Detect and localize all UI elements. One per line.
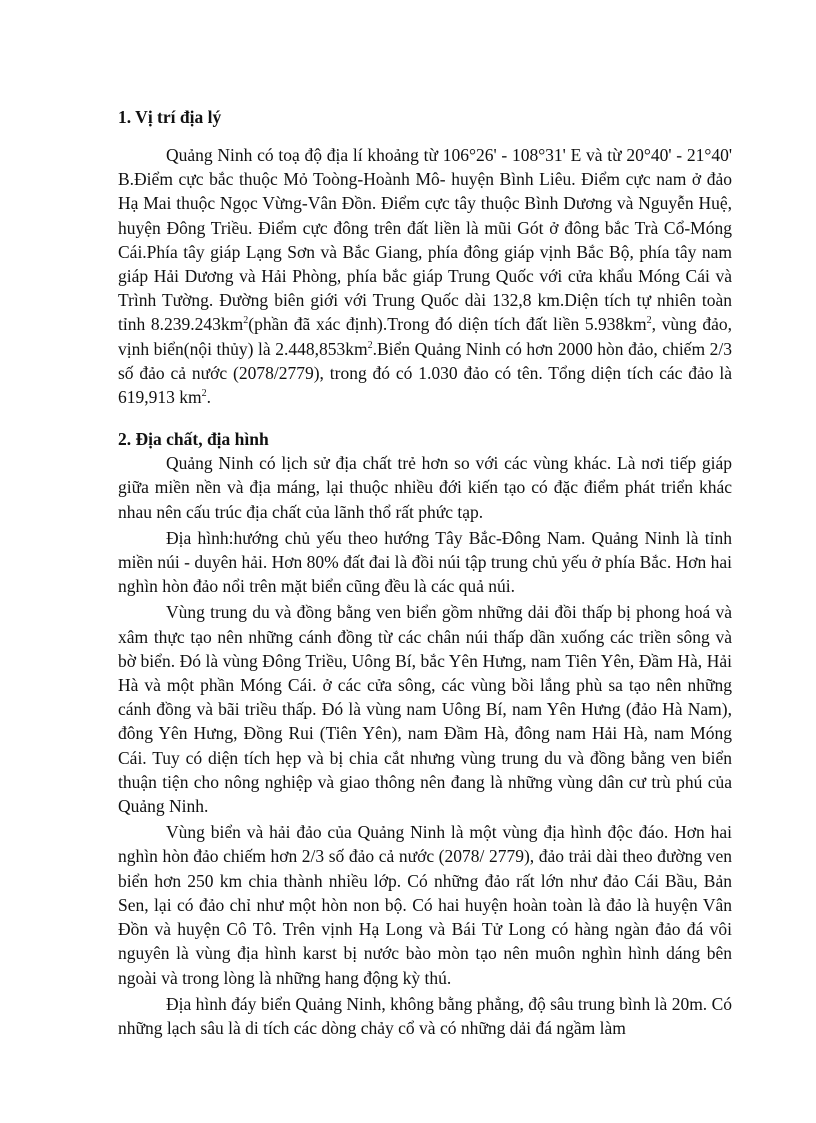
text-run: .Biển Quảng Ninh có hơn 2000 hòn đảo, chiếm 2/3 số đảo cả nước (2078/2779), trong đó có 1.030 đảo có tên. Tổng diện tích các đảo là 619,913 km: [118, 338, 732, 408]
section-2-paragraph: Địa hình:hướng chủ yếu theo hướng Tây Bắc-Đông Nam. Quảng Ninh là tỉnh miền núi - duyên hải. Hơn 80% đất đai là đồi núi tập trung chủ yếu ở phía Bắc. Hơn hai nghìn hòn đảo nổi trên mặt biển cũng đều là các quả núi.: [118, 527, 732, 597]
text-run: Quảng Ninh có toạ độ địa lí khoảng từ 106°26' - 108°31' E và từ 20°40' - 21°40' B.Điểm cực bắc thuộc Mỏ Toòng-Hoành Mô- huyện Bình Liêu. Điểm cực nam ở đảo Hạ Mai thuộc Ngọc Vừng-Vân Đồn. Điểm cực tây thuộc Bình Dương và Nguyễn Huệ, huyện Đông Triều. Điểm cực đông trên đất liền là mũi Gót ở đông bắc Trà Cổ-Móng Cái.Phía tây giáp Lạng Sơn và Bắc Giang, phía đông giáp vịnh Bắc Bộ, phía tây nam giáp Hải Dương và Hải Phòng, phía bắc giáp Trung Quốc với cửa khẩu Móng Cái và Trình Tường. Đường biên giới với Trung Quốc dài 132,8 km.Diện tích tự nhiên toàn tỉnh 8.239.243km: [118, 145, 732, 335]
section-1-heading: 1. Vị trí địa lý: [118, 107, 222, 127]
text-run: .: [206, 387, 211, 408]
section-2-paragraph: Vùng biển và hải đảo của Quảng Ninh là một vùng địa hình độc đáo. Hơn hai nghìn hòn đảo chiếm hơn 2/3 số đảo cả nước (2078/ 2779), đảo trải dài theo đường ven biển hơn 250 km chia thành nhiều lớp. Có những đảo rất lớn như đảo Cái Bầu, Bản Sen, lại có đảo chỉ như một hòn non bộ. Có hai huyện hoàn toàn là đảo là huyện Vân Đồn và huyện Cô Tô. Trên vịnh Hạ Long và Bái Tử Long có hàng ngàn đảo đá vôi nguyên là vùng địa hình karst bị nước bào mòn tạo nên muôn nghìn hình dáng bên ngoài và trong lòng là những hang động kỳ thú.: [118, 822, 732, 988]
section-2-paragraph: Địa hình đáy biển Quảng Ninh, không bằng phẳng, độ sâu trung bình là 20m. Có những lạch sâu là di tích các dòng chảy cổ và có những dải đá ngầm làm: [118, 993, 732, 1038]
document-page: [118, 95, 732, 1040]
superscript: 2: [646, 315, 652, 327]
section-2-paragraph: Vùng trung du và đồng bằng ven biển gồm những dải đồi thấp bị phong hoá và xâm thực tạo nên những cánh đồng từ các chân núi thấp dần xuống các triền sông và bờ biển. Đó là vùng Đông Triều, Uông Bí, bắc Yên Hưng, nam Tiên Yên, Đầm Hà, Hải Hà và một phần Móng Cái. ở các cửa sông, các vùng bồi lắng phù sa tạo nên những cánh đồng và bãi triều thấp. Đó là vùng nam Uông Bí, nam Yên Hưng (đảo Hà Nam), đông Yên Hưng, Đồng Rui (Tiên Yên), nam Đầm Hà, đông nam Hải Hà, nam Móng Cái. Tuy có diện tích hẹp và bị chia cắt nhưng vùng trung du và đồng bằng ven biển thuận tiện cho nông nghiệp và giao thông nên đang là những vùng dân cư trù phú của Quảng Ninh.: [118, 602, 732, 817]
section-2-heading: 2. Địa chất, địa hình: [118, 429, 269, 450]
superscript: 2: [243, 315, 249, 327]
text-run: , vùng đảo, vịnh biển(nội thủy) là 2.448,853km: [118, 314, 732, 359]
superscript: 2: [367, 339, 373, 351]
superscript: 2: [201, 388, 207, 400]
section-1-paragraph: [118, 143, 732, 409]
text-run: (phần đã xác định).Trong đó diện tích đất liền 5.938km: [248, 314, 647, 335]
section-2-paragraph: Quảng Ninh có lịch sử địa chất trẻ hơn so với các vùng khác. Là nơi tiếp giáp giữa miền nền và địa máng, lại thuộc nhiều đới kiến tạo có đặc điểm phát triển khác nhau nên cấu trúc địa chất của lãnh thổ rất phức tạp.: [118, 453, 732, 522]
